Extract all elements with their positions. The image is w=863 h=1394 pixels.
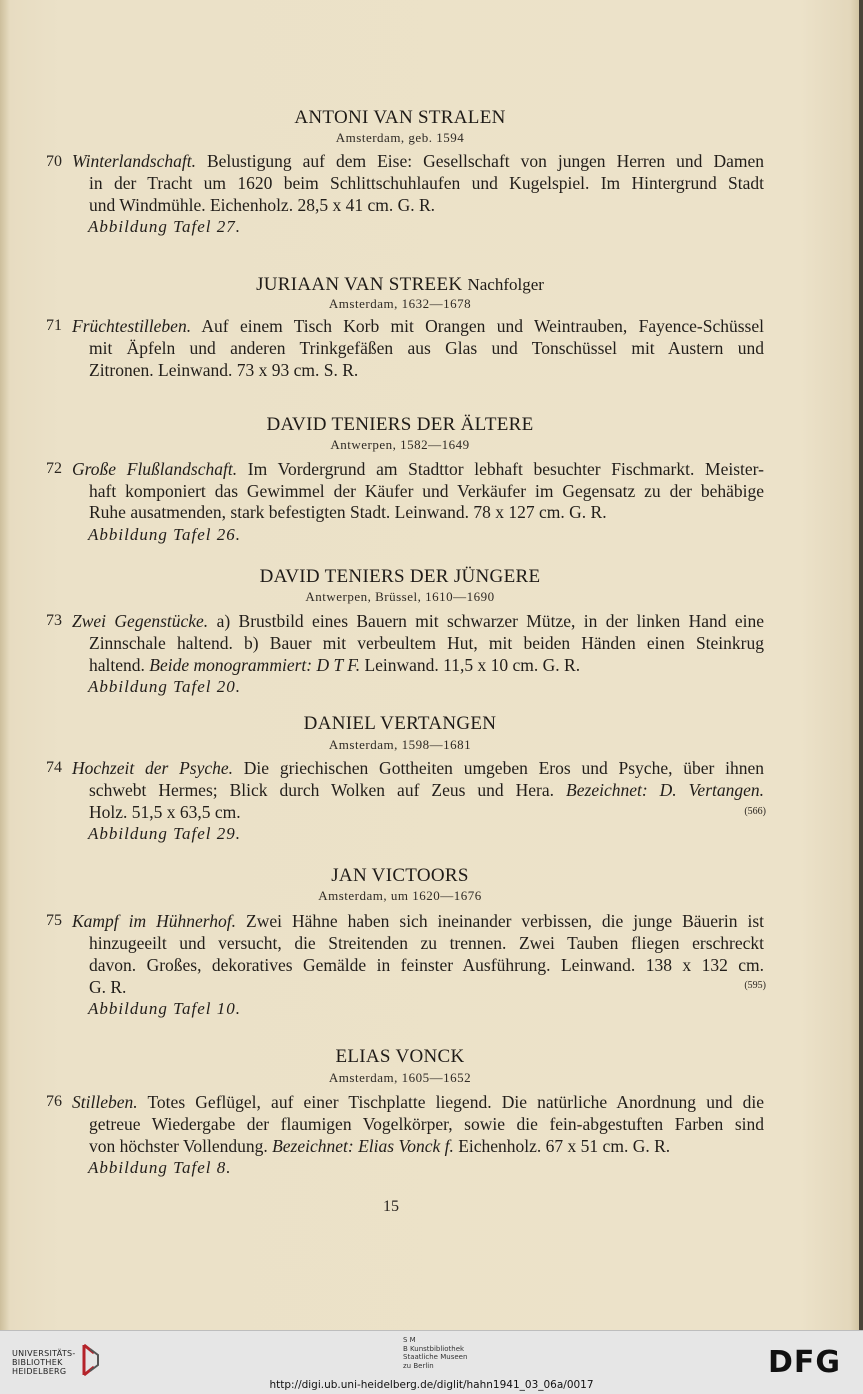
artist-name: DAVID TENIERS DER JÜNGERE: [259, 566, 541, 587]
inventory-code: (566): [744, 806, 766, 817]
entry-line: Früchtestilleben. Auf einem Tisch Korb mit Orangen und Weintrauben, Fayence-Schüssel: [72, 316, 764, 336]
entry-line: getreue Wiedergabe der flaumigen Vogelkörper, sowie die fein-abgestuften Farben sind: [89, 1114, 764, 1134]
university-label: UNIVERSITÄTS- BIBLIOTHEK HEIDELBERG: [12, 1349, 76, 1376]
entry-number: 74: [46, 759, 62, 776]
signature-note: Bezeichnet: D. Vertangen.: [566, 780, 765, 800]
entry-title: Zwei Gegenstücke.: [72, 611, 209, 631]
artist-origin: Amsterdam, geb. 1594: [335, 130, 465, 145]
artist-name: DANIEL VERTANGEN: [303, 713, 497, 734]
entry-line: G. R.: [89, 977, 127, 997]
dfg-logo: DFG: [768, 1345, 842, 1380]
entry-line: hinzugeeilt und versucht, die Streitenden zu trennen. Zwei Tauben fliegen erschreckt: [89, 933, 764, 953]
entry-line: Hochzeit der Psyche. Die griechischen Gottheiten umgeben Eros und Psyche, über ihnen: [72, 758, 764, 778]
entry-number: 73: [46, 612, 62, 629]
artist-name: JURIAAN VAN STREEK Nachfolger: [256, 274, 544, 295]
entry-line: Winterlandschaft. Belustigung auf dem Eise: Gesellschaft von jungen Herren und Damen: [72, 151, 764, 171]
entry-line: schwebt Hermes; Blick durch Wolken auf Zeus und Hera. Bezeichnet: D. Vertangen.: [89, 780, 765, 800]
plate-reference: Abbildung Tafel 8.: [88, 1158, 232, 1177]
plate-reference: Abbildung Tafel 29.: [88, 824, 241, 843]
artist-origin: Antwerpen, Brüssel, 1610—1690: [305, 589, 495, 604]
artist-origin: Antwerpen, 1582—1649: [330, 437, 470, 452]
entry-title: Hochzeit der Psyche.: [72, 758, 234, 778]
artist-name: ANTONI VAN STRALEN: [294, 107, 506, 128]
entry-line: Zitronen. Leinwand. 73 x 93 cm. S. R.: [89, 360, 359, 380]
entry-line: und Windmühle. Eichenholz. 28,5 x 41 cm. G. R.: [89, 195, 436, 215]
entry-number: 72: [46, 460, 62, 477]
artist-origin: Amsterdam, 1598—1681: [328, 737, 472, 752]
entry-line: haltend. Beide monogrammiert: D T F. Leinwand. 11,5 x 10 cm. G. R.: [89, 655, 581, 675]
entry-title: Große Flußlandschaft.: [72, 459, 238, 479]
entry-line: von höchster Vollendung. Bezeichnet: Elias Vonck f. Eichenholz. 67 x 51 cm. G. R.: [89, 1136, 671, 1156]
entry-line: Zwei Gegenstücke. a) Brustbild eines Bauern mit schwarzer Mütze, in der linken Hand eine: [72, 611, 764, 631]
artist-name: ELIAS VONCK: [335, 1046, 465, 1067]
entry-number: 70: [46, 153, 62, 170]
entry-title: Stilleben.: [72, 1092, 138, 1112]
entry-line: Stilleben. Totes Geflügel, auf einer Tischplatte liegend. Die natürliche Anordnung und die: [72, 1092, 764, 1112]
university-logo-icon: [80, 1341, 102, 1379]
signature-note: Bezeichnet: Elias Vonck f.: [272, 1136, 454, 1156]
entry-line: Große Flußlandschaft. Im Vordergrund am Stadttor lebhaft besuchter Fischmarkt. Meister-: [72, 459, 764, 479]
entry-line: mit Äpfeln und anderen Trinkgefäßen aus Glas und Tonschüssel mit Austern und: [89, 338, 764, 358]
entry-line: Kampf im Hühnerhof. Zwei Hähne haben sich ineinander verbissen, die junge Bäuerin ist: [72, 911, 764, 931]
permalink-url[interactable]: http://digi.ub.uni-heidelberg.de/diglit/hahn1941_03_06a/0017: [269, 1379, 594, 1391]
entry-line: Zinnschale haltend. b) Bauer mit verbeultem Hut, mit beiden Händen einen Steinkrug: [89, 633, 764, 653]
artist-origin: Amsterdam, 1605—1652: [328, 1070, 472, 1085]
plate-reference: Abbildung Tafel 20.: [88, 677, 241, 696]
artist-name: DAVID TENIERS DER ÄLTERE: [266, 414, 534, 435]
artist-name: JAN VICTOORS: [331, 865, 469, 886]
entry-number: 71: [46, 317, 62, 334]
artist-origin: Amsterdam, 1632—1678: [328, 296, 472, 311]
plate-reference: Abbildung Tafel 26.: [88, 525, 241, 544]
library-stamp: S M B Kunstbibliothek Staatliche Museen zu Berlin: [403, 1336, 468, 1370]
viewer-footer: [0, 1330, 863, 1394]
entry-title: Winterlandschaft.: [72, 151, 196, 171]
signature-note: Beide monogrammiert: D T F.: [149, 655, 361, 675]
entry-title: Kampf im Hühnerhof.: [72, 911, 237, 931]
entry-number: 76: [46, 1093, 62, 1110]
entry-title: Früchtestilleben.: [72, 316, 192, 336]
plate-reference: Abbildung Tafel 27.: [88, 217, 241, 236]
entry-line: Holz. 51,5 x 63,5 cm.: [89, 802, 241, 822]
page-number: 15: [383, 1198, 399, 1215]
entry-line: Ruhe ausatmenden, stark befestigten Stadt. Leinwand. 78 x 127 cm. G. R.: [89, 502, 607, 522]
inventory-code: (595): [744, 980, 766, 991]
entry-line: haft komponiert das Gewimmel der Käufer und Verkäufer im Gegensatz zu der behäbige: [89, 481, 764, 501]
entry-number: 75: [46, 912, 62, 929]
entry-line: davon. Großes, dekoratives Gemälde in feinster Ausführung. Leinwand. 138 x 132 cm.: [89, 955, 764, 975]
plate-reference: Abbildung Tafel 10.: [88, 999, 241, 1018]
entry-line: in der Tracht um 1620 beim Schlittschuhlaufen und Kugelspiel. Im Hintergrund Stadt: [89, 173, 764, 193]
artist-origin: Amsterdam, um 1620—1676: [318, 888, 482, 903]
